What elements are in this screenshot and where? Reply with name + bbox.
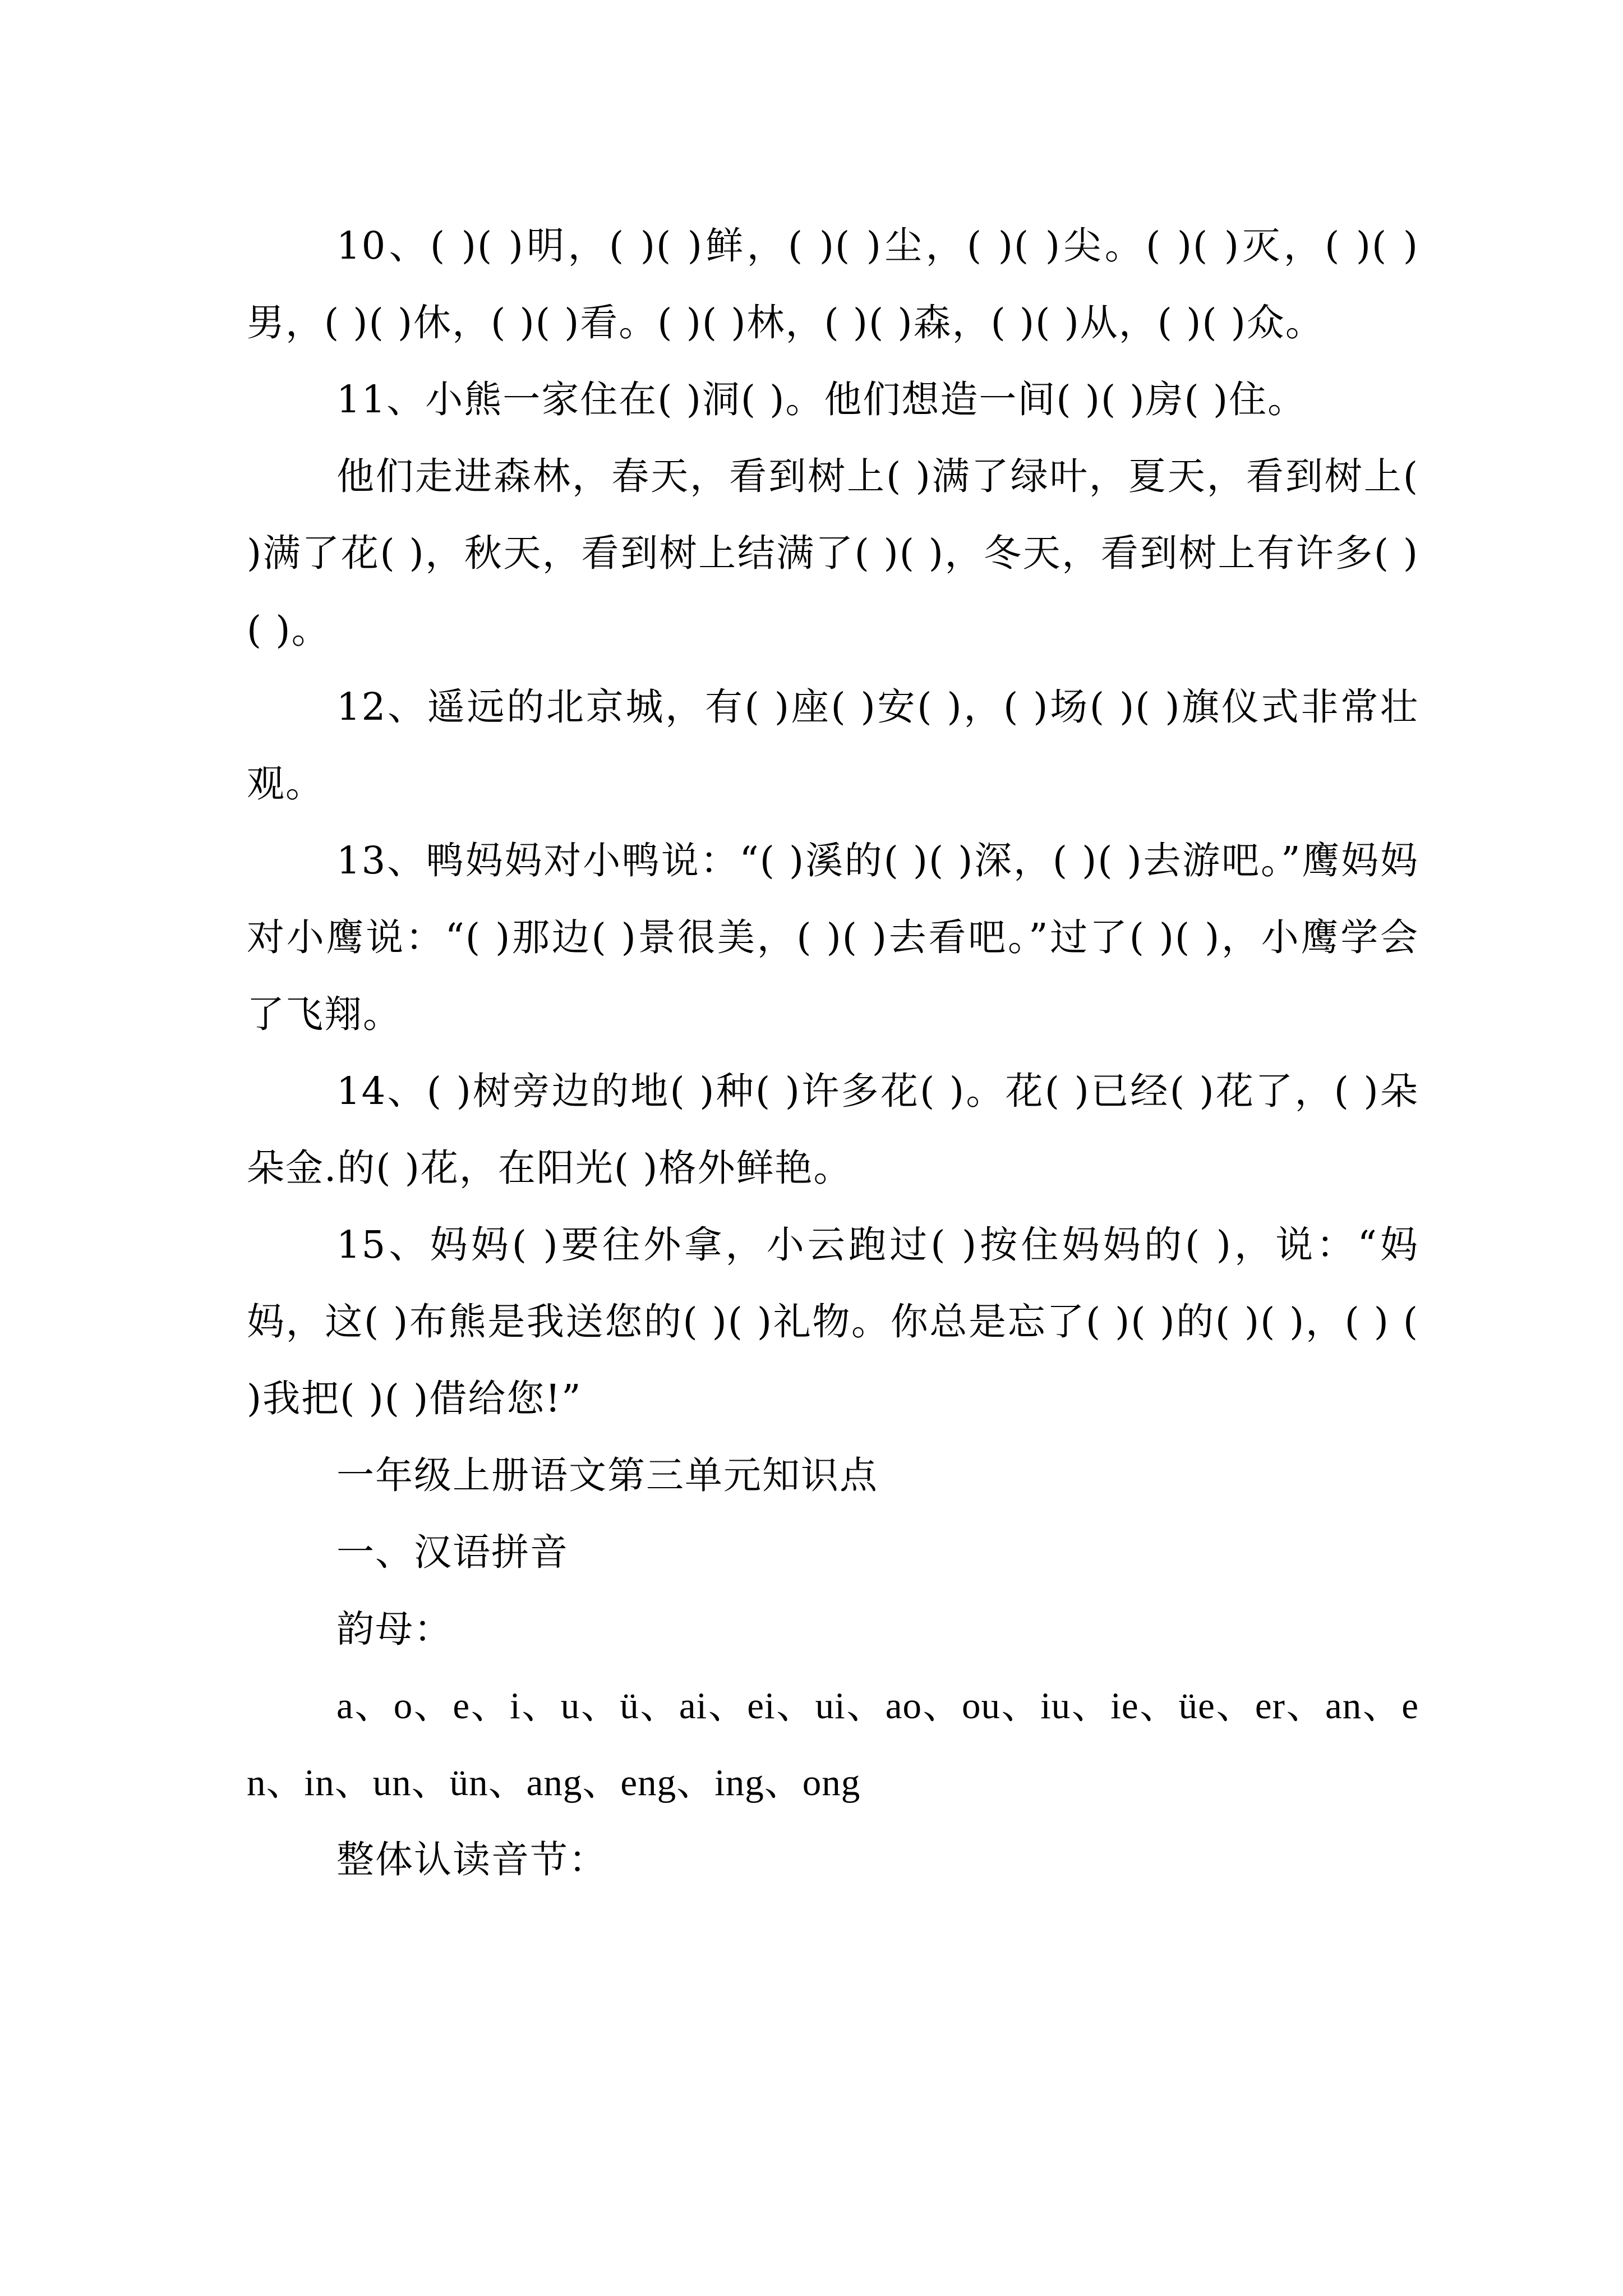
- exercise-13: 13、鸭妈妈对小鸭说：“( )溪的( )( )深，( )( )去游吧。”鹰妈妈对小鹰说：“( )那边( )景很美，( )( )去看吧。”过了( )( )，小鹰学会了飞翔。: [247, 839, 1419, 1036]
- exercise-12: 12、遥远的北京城，有( )座( )安( )，( )场( )( )旗仪式非常壮观。: [247, 685, 1419, 806]
- exercise-10: 10、( )( )明，( )( )鲜，( )( )尘，( )( )尖。( )( )灭，( )( )男，( )( )休，( )( )看。( )( )林，( )( )森，( )( )从，( )( )众。: [247, 224, 1419, 344]
- exercise-11: 11、小熊一家住在( )洞( )。他们想造一间( )( )房( )住。: [336, 378, 1307, 421]
- exercise-11-continued: 他们走进森林，春天，看到树上( )满了绿叶，夏天，看到树上( )满了花( )，秋天，看到树上结满了( )( )，冬天，看到树上有许多( )( )。: [247, 454, 1419, 652]
- exercise-15: 15、妈妈( )要往外拿，小云跑过( )按住妈妈的( )，说：“妈妈，这( )布熊是我送您的( )( )礼物。你总是忘了( )( )的( )( )，( ) ( )我把( )( )借给您!”: [247, 1223, 1419, 1420]
- document-body: [247, 208, 1419, 1898]
- finals-label: 韵母：: [336, 1607, 453, 1651]
- finals-list: a、o、e、i、u、ü、ai、ei、ui、ao、ou、iu、ie、üe、er、an、en、in、un、ün、ang、eng、ing、ong: [247, 1685, 1419, 1803]
- exercise-14: 14、( )树旁边的地( )种( )许多花( )。花( )已经( )花了，( )朵朵金.的( )花，在阳光( )格外鲜艳。: [247, 1069, 1419, 1190]
- whole-syllables-label: 整体认读音节：: [336, 1838, 607, 1881]
- section-heading-pinyin: 一、汉语拼音: [336, 1530, 569, 1574]
- section-title: 一年级上册语文第三单元知识点: [336, 1453, 878, 1497]
